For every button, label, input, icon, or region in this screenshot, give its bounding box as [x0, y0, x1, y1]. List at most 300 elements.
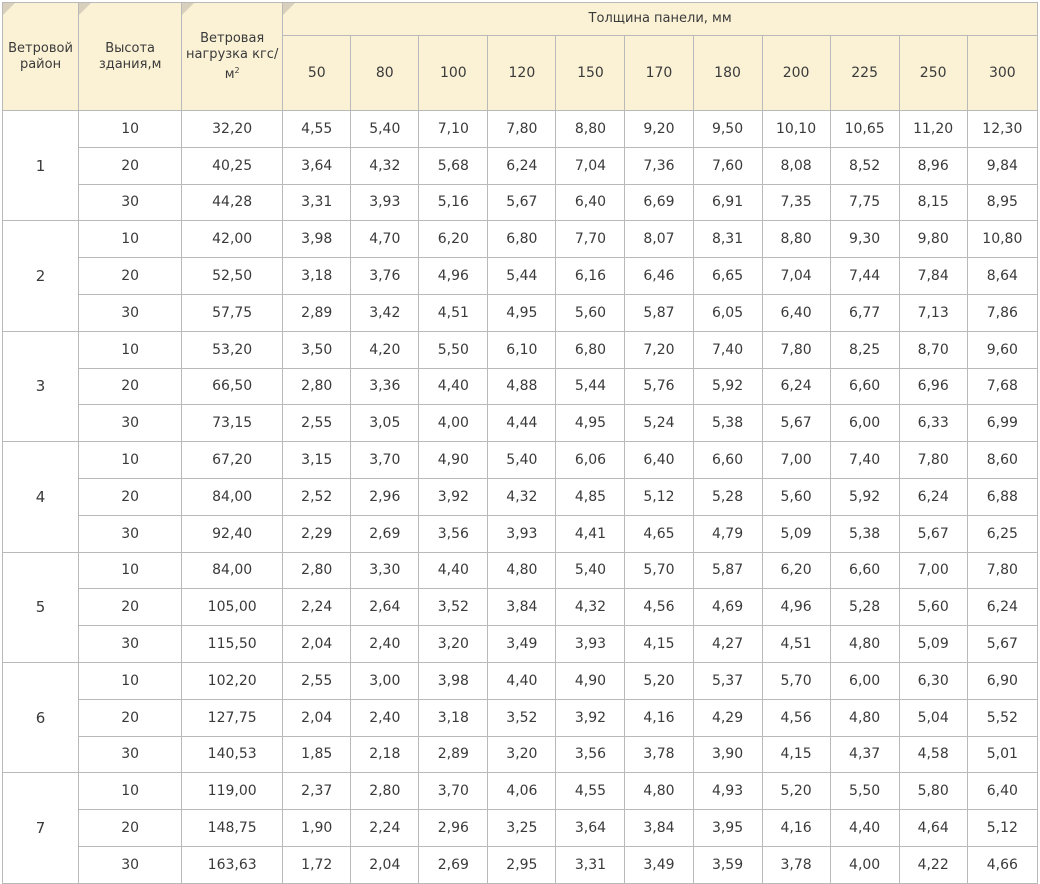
value-cell: 5,60	[556, 294, 625, 331]
corner-fold-icon	[283, 3, 295, 15]
table-row	[3, 221, 1038, 258]
value-cell: 3,84	[488, 589, 556, 626]
value-cell: 5,38	[830, 515, 899, 552]
value-cell: 3,20	[419, 626, 488, 663]
load-cell: 119,00	[182, 773, 283, 810]
value-cell: 8,07	[625, 221, 693, 258]
value-cell: 3,64	[283, 147, 351, 184]
value-cell: 6,90	[967, 662, 1037, 699]
value-cell: 5,16	[419, 184, 488, 221]
value-cell: 2,95	[488, 846, 556, 883]
value-cell: 3,50	[283, 331, 351, 368]
value-cell: 7,13	[899, 294, 967, 331]
value-cell: 2,69	[419, 846, 488, 883]
value-cell: 8,80	[762, 221, 830, 258]
value-cell: 3,15	[283, 442, 351, 479]
value-cell: 4,15	[762, 736, 830, 773]
value-cell: 6,24	[967, 589, 1037, 626]
value-cell: 3,18	[419, 699, 488, 736]
value-cell: 10,10	[762, 111, 830, 148]
value-cell: 2,80	[351, 773, 419, 810]
value-cell: 8,25	[830, 331, 899, 368]
height-cell: 20	[79, 258, 182, 295]
height-cell: 20	[79, 699, 182, 736]
region-cell: 7	[3, 773, 79, 883]
value-cell: 3,92	[419, 478, 488, 515]
load-cell: 52,50	[182, 258, 283, 295]
value-cell: 3,31	[556, 846, 625, 883]
value-cell: 8,52	[830, 147, 899, 184]
value-cell: 5,12	[625, 478, 693, 515]
value-cell: 5,40	[488, 442, 556, 479]
header-thickness-80: 80	[351, 36, 419, 111]
value-cell: 6,05	[693, 294, 762, 331]
value-cell: 8,08	[762, 147, 830, 184]
height-cell: 20	[79, 147, 182, 184]
value-cell: 4,16	[625, 699, 693, 736]
value-cell: 5,09	[899, 626, 967, 663]
value-cell: 2,89	[283, 294, 351, 331]
value-cell: 5,67	[967, 626, 1037, 663]
value-cell: 6,00	[830, 662, 899, 699]
table-row	[3, 810, 1038, 847]
value-cell: 2,24	[351, 810, 419, 847]
value-cell: 2,80	[283, 368, 351, 405]
height-cell: 30	[79, 846, 182, 883]
value-cell: 5,44	[488, 258, 556, 295]
value-cell: 3,70	[419, 773, 488, 810]
region-cell: 4	[3, 442, 79, 552]
value-cell: 4,70	[351, 221, 419, 258]
table-row	[3, 258, 1038, 295]
value-cell: 5,38	[693, 405, 762, 442]
height-cell: 30	[79, 515, 182, 552]
load-cell: 42,00	[182, 221, 283, 258]
value-cell: 7,35	[762, 184, 830, 221]
value-cell: 7,44	[830, 258, 899, 295]
value-cell: 4,00	[419, 405, 488, 442]
header-thickness-120: 120	[488, 36, 556, 111]
value-cell: 3,64	[556, 810, 625, 847]
value-cell: 6,00	[830, 405, 899, 442]
value-cell: 7,80	[899, 442, 967, 479]
load-cell: 84,00	[182, 552, 283, 589]
value-cell: 5,09	[762, 515, 830, 552]
region-cell: 1	[3, 111, 79, 221]
value-cell: 4,27	[693, 626, 762, 663]
header-thickness-100: 100	[419, 36, 488, 111]
value-cell: 4,06	[488, 773, 556, 810]
load-cell: 115,50	[182, 626, 283, 663]
value-cell: 6,80	[556, 331, 625, 368]
value-cell: 6,96	[899, 368, 967, 405]
region-cell: 3	[3, 331, 79, 441]
load-cell: 140,53	[182, 736, 283, 773]
value-cell: 9,50	[693, 111, 762, 148]
load-cell: 127,75	[182, 699, 283, 736]
value-cell: 5,87	[693, 552, 762, 589]
value-cell: 2,89	[419, 736, 488, 773]
value-cell: 2,04	[351, 846, 419, 883]
value-cell: 6,77	[830, 294, 899, 331]
header-thickness: Толщина панели, мм	[283, 3, 1038, 36]
value-cell: 3,42	[351, 294, 419, 331]
value-cell: 7,20	[625, 331, 693, 368]
height-cell: 10	[79, 331, 182, 368]
corner-fold-icon	[79, 3, 91, 15]
value-cell: 4,29	[693, 699, 762, 736]
value-cell: 7,80	[488, 111, 556, 148]
value-cell: 5,92	[830, 478, 899, 515]
table-row	[3, 442, 1038, 479]
value-cell: 2,29	[283, 515, 351, 552]
value-cell: 4,40	[419, 552, 488, 589]
value-cell: 2,24	[283, 589, 351, 626]
value-cell: 3,05	[351, 405, 419, 442]
height-cell: 10	[79, 442, 182, 479]
height-cell: 30	[79, 736, 182, 773]
value-cell: 4,66	[967, 846, 1037, 883]
table-row	[3, 662, 1038, 699]
value-cell: 3,84	[625, 810, 693, 847]
value-cell: 3,18	[283, 258, 351, 295]
height-cell: 10	[79, 552, 182, 589]
value-cell: 5,20	[625, 662, 693, 699]
value-cell: 6,24	[762, 368, 830, 405]
height-cell: 20	[79, 810, 182, 847]
value-cell: 5,52	[967, 699, 1037, 736]
value-cell: 3,52	[488, 699, 556, 736]
table-row	[3, 294, 1038, 331]
value-cell: 6,20	[762, 552, 830, 589]
value-cell: 2,55	[283, 662, 351, 699]
value-cell: 6,16	[556, 258, 625, 295]
value-cell: 8,95	[967, 184, 1037, 221]
value-cell: 4,32	[351, 147, 419, 184]
value-cell: 5,70	[625, 552, 693, 589]
value-cell: 5,67	[488, 184, 556, 221]
value-cell: 12,30	[967, 111, 1037, 148]
value-cell: 3,93	[556, 626, 625, 663]
value-cell: 3,49	[625, 846, 693, 883]
table-row	[3, 846, 1038, 883]
value-cell: 4,80	[830, 699, 899, 736]
value-cell: 2,40	[351, 626, 419, 663]
value-cell: 4,41	[556, 515, 625, 552]
value-cell: 5,87	[625, 294, 693, 331]
value-cell: 4,93	[693, 773, 762, 810]
value-cell: 3,00	[351, 662, 419, 699]
value-cell: 5,37	[693, 662, 762, 699]
value-cell: 2,37	[283, 773, 351, 810]
value-cell: 3,93	[488, 515, 556, 552]
value-cell: 9,84	[967, 147, 1037, 184]
value-cell: 5,80	[899, 773, 967, 810]
value-cell: 7,68	[967, 368, 1037, 405]
value-cell: 7,10	[419, 111, 488, 148]
region-cell: 6	[3, 662, 79, 772]
table-row	[3, 147, 1038, 184]
value-cell: 7,84	[899, 258, 967, 295]
height-cell: 30	[79, 405, 182, 442]
height-cell: 20	[79, 589, 182, 626]
value-cell: 7,60	[693, 147, 762, 184]
value-cell: 6,88	[967, 478, 1037, 515]
height-cell: 30	[79, 626, 182, 663]
header-thickness-150: 150	[556, 36, 625, 111]
value-cell: 7,04	[762, 258, 830, 295]
value-cell: 4,56	[762, 699, 830, 736]
load-cell: 73,15	[182, 405, 283, 442]
load-cell: 32,20	[182, 111, 283, 148]
value-cell: 6,60	[693, 442, 762, 479]
table-row	[3, 184, 1038, 221]
value-cell: 4,79	[693, 515, 762, 552]
value-cell: 2,96	[419, 810, 488, 847]
value-cell: 2,18	[351, 736, 419, 773]
value-cell: 5,20	[762, 773, 830, 810]
value-cell: 6,20	[419, 221, 488, 258]
value-cell: 3,78	[762, 846, 830, 883]
value-cell: 3,56	[419, 515, 488, 552]
value-cell: 5,28	[693, 478, 762, 515]
value-cell: 5,67	[899, 515, 967, 552]
value-cell: 9,30	[830, 221, 899, 258]
value-cell: 4,37	[830, 736, 899, 773]
value-cell: 4,64	[899, 810, 967, 847]
value-cell: 2,40	[351, 699, 419, 736]
table-row	[3, 515, 1038, 552]
value-cell: 3,98	[283, 221, 351, 258]
header-wind-load: Ветровая нагрузка кгс/$м^2$	[182, 3, 283, 111]
height-cell: 10	[79, 662, 182, 699]
load-cell: 66,50	[182, 368, 283, 405]
value-cell: 3,98	[419, 662, 488, 699]
value-cell: 4,96	[762, 589, 830, 626]
value-cell: 4,58	[899, 736, 967, 773]
value-cell: 3,36	[351, 368, 419, 405]
value-cell: 7,40	[830, 442, 899, 479]
height-cell: 10	[79, 111, 182, 148]
header-height: Высота здания,м	[79, 3, 182, 111]
value-cell: 6,25	[967, 515, 1037, 552]
value-cell: 10,80	[967, 221, 1037, 258]
value-cell: 5,04	[899, 699, 967, 736]
header-thickness-50: 50	[283, 36, 351, 111]
value-cell: 7,04	[556, 147, 625, 184]
height-cell: 20	[79, 478, 182, 515]
value-cell: 6,33	[899, 405, 967, 442]
value-cell: 5,24	[625, 405, 693, 442]
table-row	[3, 478, 1038, 515]
height-cell: 10	[79, 773, 182, 810]
value-cell: 5,40	[351, 111, 419, 148]
value-cell: 6,40	[762, 294, 830, 331]
value-cell: 6,40	[967, 773, 1037, 810]
value-cell: 8,80	[556, 111, 625, 148]
value-cell: 4,80	[488, 552, 556, 589]
value-cell: 9,80	[899, 221, 967, 258]
value-cell: 5,92	[693, 368, 762, 405]
value-cell: 4,56	[625, 589, 693, 626]
value-cell: 4,32	[488, 478, 556, 515]
value-cell: 7,80	[762, 331, 830, 368]
value-cell: 4,40	[488, 662, 556, 699]
value-cell: 3,92	[556, 699, 625, 736]
value-cell: 8,70	[899, 331, 967, 368]
value-cell: 6,91	[693, 184, 762, 221]
value-cell: 4,16	[762, 810, 830, 847]
value-cell: 5,70	[762, 662, 830, 699]
header-thickness-170: 170	[625, 36, 693, 111]
value-cell: 4,95	[556, 405, 625, 442]
value-cell: 6,24	[488, 147, 556, 184]
value-cell: 2,04	[283, 699, 351, 736]
value-cell: 3,56	[556, 736, 625, 773]
value-cell: 3,70	[351, 442, 419, 479]
value-cell: 11,20	[899, 111, 967, 148]
value-cell: 6,24	[899, 478, 967, 515]
value-cell: 3,52	[419, 589, 488, 626]
value-cell: 4,80	[830, 626, 899, 663]
load-cell: 40,25	[182, 147, 283, 184]
value-cell: 4,51	[762, 626, 830, 663]
header-thickness-180: 180	[693, 36, 762, 111]
value-cell: 4,88	[488, 368, 556, 405]
value-cell: 4,90	[556, 662, 625, 699]
value-cell: 3,76	[351, 258, 419, 295]
load-cell: 92,40	[182, 515, 283, 552]
value-cell: 7,00	[899, 552, 967, 589]
value-cell: 3,20	[488, 736, 556, 773]
value-cell: 6,06	[556, 442, 625, 479]
value-cell: 8,60	[967, 442, 1037, 479]
load-cell: 67,20	[182, 442, 283, 479]
value-cell: 1,85	[283, 736, 351, 773]
value-cell: 6,40	[556, 184, 625, 221]
value-cell: 3,93	[351, 184, 419, 221]
table-row	[3, 589, 1038, 626]
value-cell: 4,69	[693, 589, 762, 626]
value-cell: 6,60	[830, 368, 899, 405]
value-cell: 5,50	[830, 773, 899, 810]
value-cell: 6,46	[625, 258, 693, 295]
header-thickness-250: 250	[899, 36, 967, 111]
value-cell: 3,95	[693, 810, 762, 847]
value-cell: 6,99	[967, 405, 1037, 442]
value-cell: 4,85	[556, 478, 625, 515]
load-cell: 105,00	[182, 589, 283, 626]
value-cell: 2,04	[283, 626, 351, 663]
load-cell: 84,00	[182, 478, 283, 515]
value-cell: 7,80	[967, 552, 1037, 589]
value-cell: 9,20	[625, 111, 693, 148]
table-row	[3, 552, 1038, 589]
wind-load-table	[2, 2, 1038, 884]
header-thickness-225: 225	[830, 36, 899, 111]
header-region: Ветровой район	[3, 3, 79, 111]
value-cell: 4,55	[556, 773, 625, 810]
value-cell: 3,90	[693, 736, 762, 773]
value-cell: 4,55	[283, 111, 351, 148]
value-cell: 4,90	[419, 442, 488, 479]
value-cell: 2,64	[351, 589, 419, 626]
value-cell: 9,60	[967, 331, 1037, 368]
height-cell: 30	[79, 184, 182, 221]
value-cell: 8,64	[967, 258, 1037, 295]
value-cell: 4,40	[830, 810, 899, 847]
load-cell: 102,20	[182, 662, 283, 699]
value-cell: 4,22	[899, 846, 967, 883]
value-cell: 5,68	[419, 147, 488, 184]
value-cell: 5,60	[899, 589, 967, 626]
value-cell: 4,40	[419, 368, 488, 405]
value-cell: 4,80	[625, 773, 693, 810]
value-cell: 4,15	[625, 626, 693, 663]
value-cell: 2,52	[283, 478, 351, 515]
value-cell: 5,60	[762, 478, 830, 515]
value-cell: 8,31	[693, 221, 762, 258]
height-cell: 20	[79, 368, 182, 405]
value-cell: 4,96	[419, 258, 488, 295]
load-cell: 44,28	[182, 184, 283, 221]
value-cell: 6,69	[625, 184, 693, 221]
value-cell: 5,40	[556, 552, 625, 589]
value-cell: 4,44	[488, 405, 556, 442]
value-cell: 5,76	[625, 368, 693, 405]
value-cell: 8,96	[899, 147, 967, 184]
value-cell: 6,80	[488, 221, 556, 258]
value-cell: 7,36	[625, 147, 693, 184]
value-cell: 8,15	[899, 184, 967, 221]
value-cell: 7,75	[830, 184, 899, 221]
value-cell: 6,65	[693, 258, 762, 295]
value-cell: 7,70	[556, 221, 625, 258]
value-cell: 7,40	[693, 331, 762, 368]
table-row	[3, 699, 1038, 736]
value-cell: 6,10	[488, 331, 556, 368]
value-cell: 3,30	[351, 552, 419, 589]
value-cell: 4,32	[556, 589, 625, 626]
value-cell: 5,01	[967, 736, 1037, 773]
value-cell: 4,20	[351, 331, 419, 368]
value-cell: 7,00	[762, 442, 830, 479]
table-row	[3, 405, 1038, 442]
load-cell: 53,20	[182, 331, 283, 368]
value-cell: 5,67	[762, 405, 830, 442]
value-cell: 10,65	[830, 111, 899, 148]
table-row	[3, 368, 1038, 405]
value-cell: 5,12	[967, 810, 1037, 847]
table-row	[3, 736, 1038, 773]
value-cell: 3,31	[283, 184, 351, 221]
region-cell: 5	[3, 552, 79, 662]
value-cell: 2,96	[351, 478, 419, 515]
header-thickness-300: 300	[967, 36, 1037, 111]
header-thickness-200: 200	[762, 36, 830, 111]
value-cell: 2,80	[283, 552, 351, 589]
table-body	[3, 111, 1038, 884]
value-cell: 3,25	[488, 810, 556, 847]
table-row	[3, 331, 1038, 368]
value-cell: 2,69	[351, 515, 419, 552]
value-cell: 7,86	[967, 294, 1037, 331]
height-cell: 10	[79, 221, 182, 258]
value-cell: 6,60	[830, 552, 899, 589]
value-cell: 6,40	[625, 442, 693, 479]
value-cell: 1,72	[283, 846, 351, 883]
value-cell: 6,30	[899, 662, 967, 699]
